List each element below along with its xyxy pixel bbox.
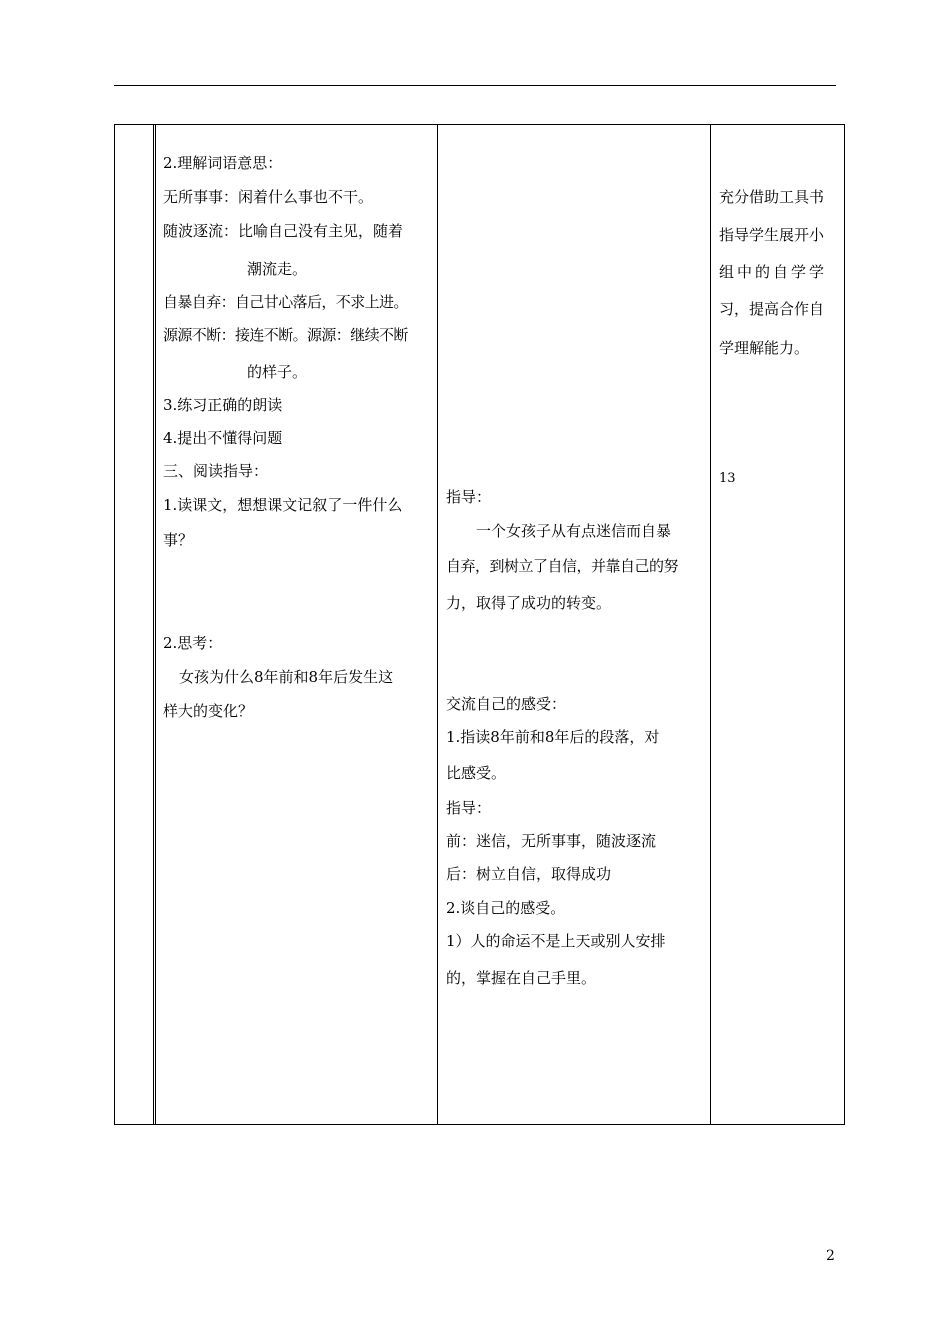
content-line: 样大的变化？ xyxy=(163,702,254,720)
intent-line: 学理解能力。 xyxy=(719,339,810,357)
content-line: 随波逐流：比喻自己没有主见，随着 xyxy=(163,222,404,240)
guidance-line: 自弃，到树立了自信，并靠自己的努 xyxy=(446,557,679,575)
intent-line: 习，提高合作自 xyxy=(719,300,825,318)
guidance-line: 力，取得了成功的转变。 xyxy=(446,594,612,612)
guidance-line: 2.谈自己的感受。 xyxy=(446,899,566,917)
guidance-line: 1）人的命运不是上天或别人安排 xyxy=(446,932,666,950)
teaching-content-cell xyxy=(155,125,437,1124)
content-line: 潮流走。 xyxy=(247,260,308,278)
content-line: 2.理解词语意思： xyxy=(163,154,283,172)
guidance-line: 指导： xyxy=(446,799,492,817)
content-line: 自暴自弃：自己甘心落后，不求上进。 xyxy=(163,293,408,311)
column-divider xyxy=(153,125,154,1124)
guidance-line: 比感受。 xyxy=(446,764,507,782)
guidance-line: 指导： xyxy=(446,488,492,506)
content-line: 2.思考： xyxy=(163,634,223,652)
guidance-cell xyxy=(437,125,710,1124)
content-line: 无所事事：闲着什么事也不干。 xyxy=(163,188,374,206)
content-line: 4.提出不懂得问题 xyxy=(163,429,283,447)
content-line: 女孩为什么8年前和8年后发生这 xyxy=(179,668,394,686)
guidance-line: 前：迷信，无所事事，随波逐流 xyxy=(446,832,657,850)
header-rule xyxy=(114,85,836,86)
design-intent-cell xyxy=(710,125,846,1124)
content-line: 1.读课文，想想课文记叙了一件什么 xyxy=(163,496,403,514)
guidance-line: 一个女孩子从有点迷信而自暴 xyxy=(476,522,672,540)
intent-line: 13 xyxy=(719,471,736,486)
intent-line: 组中的自学学 xyxy=(719,263,828,281)
guidance-line: 后：树立自信，取得成功 xyxy=(446,865,612,883)
lesson-plan-table xyxy=(114,124,845,1125)
guidance-line: 交流自己的感受： xyxy=(446,695,567,713)
content-line: 的样子。 xyxy=(247,363,308,381)
content-line: 事？ xyxy=(163,531,194,549)
content-line: 3.练习正确的朗读 xyxy=(163,396,283,414)
page-number: 2 xyxy=(826,1248,835,1264)
intent-line: 充分借助工具书 xyxy=(719,188,825,206)
intent-line: 指导学生展开小 xyxy=(719,226,825,244)
guidance-line: 1.指读8年前和8年后的段落，对 xyxy=(446,728,660,746)
guidance-line: 的，掌握在自己手里。 xyxy=(446,969,597,987)
content-line: 三、阅读指导： xyxy=(163,462,269,480)
content-line: 源源不断：接连不断。源源：继续不断 xyxy=(163,326,408,344)
